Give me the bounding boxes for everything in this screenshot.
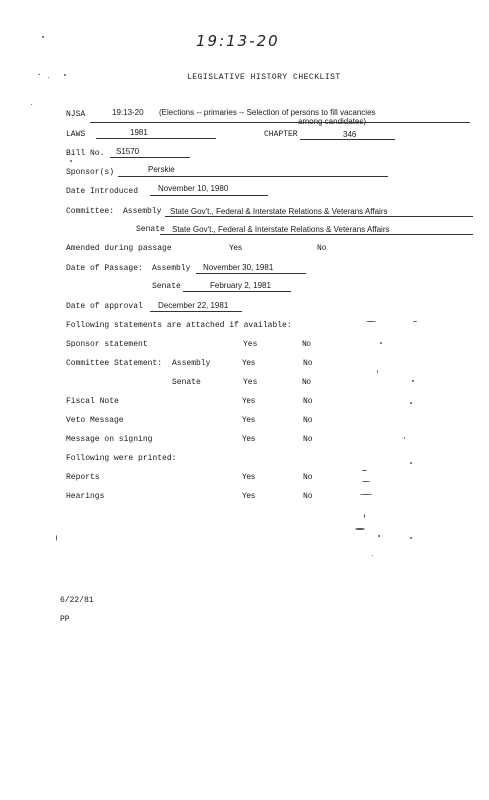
- passage-label: Date of Passage:: [66, 264, 143, 273]
- committee-assembly-label: Assembly: [123, 207, 162, 216]
- amended-no: No: [317, 244, 327, 253]
- chapter-value: 346: [343, 130, 357, 139]
- bill-label: Bill No.: [66, 149, 105, 158]
- senate-statement-label: Senate: [172, 378, 201, 387]
- njsa-description-line1: (Elections -- primaries -- Selection of persons to fill vacancies: [159, 108, 376, 117]
- passage-assembly-label: Assembly: [152, 264, 191, 273]
- scan-speck: [413, 321, 417, 322]
- amended-yes: Yes: [229, 244, 242, 253]
- footer-date: 6/22/81: [60, 596, 94, 605]
- hearings-no: No: [303, 492, 313, 501]
- committee-statement-label: Committee Statement:: [66, 359, 163, 368]
- committee-assembly-value: State Gov't., Federal & Interstate Relations & Veterans Affairs: [170, 207, 388, 216]
- scan-speck: [38, 74, 40, 75]
- bill-underline: [110, 157, 190, 158]
- sponsor-underline: [118, 176, 388, 177]
- laws-label: LAWS: [66, 130, 86, 139]
- laws-value: 1981: [130, 128, 148, 137]
- scan-speck: [360, 494, 372, 495]
- sponsor-label: Sponsor(s): [66, 168, 115, 177]
- fiscal-note-yes: Yes: [242, 397, 255, 406]
- passage-senate-underline: [183, 291, 291, 292]
- sponsor-statement-yes: Yes: [243, 340, 258, 349]
- chapter-label: CHAPTER: [264, 130, 298, 139]
- hearings-label: Hearings: [66, 492, 105, 501]
- scan-speck: [366, 321, 376, 322]
- scan-speck: [410, 402, 412, 404]
- scan-speck: [404, 437, 405, 439]
- approval-value: December 22, 1981: [158, 301, 229, 310]
- committee-statement-no: No: [303, 359, 313, 368]
- veto-message-label: Veto Message: [66, 416, 124, 425]
- senate-statement-no: No: [302, 378, 311, 387]
- statements-heading: Following statements are attached if available:: [66, 321, 292, 330]
- sponsor-value: Perskie: [148, 165, 175, 174]
- scan-speck: [412, 380, 414, 382]
- hearings-yes: Yes: [242, 492, 255, 501]
- reports-yes: Yes: [242, 473, 255, 482]
- scan-speck: [362, 481, 370, 482]
- scan-speck: [410, 537, 412, 539]
- reports-no: No: [303, 473, 313, 482]
- chapter-underline: [300, 139, 395, 140]
- passage-assembly-underline: [196, 273, 306, 274]
- fiscal-note-label: Fiscal Note: [66, 397, 119, 406]
- printed-heading: Following were printed:: [66, 454, 177, 463]
- message-signing-no: No: [303, 435, 313, 444]
- scan-speck: [56, 535, 57, 541]
- message-signing-yes: Yes: [242, 435, 255, 444]
- scan-speck: [378, 535, 380, 537]
- scan-speck: [31, 104, 32, 105]
- laws-underline: [96, 138, 216, 139]
- scan-speck: [362, 470, 367, 471]
- introduced-underline: [150, 195, 268, 196]
- veto-message-no: No: [303, 416, 313, 425]
- approval-label: Date of approval: [66, 302, 143, 311]
- senate-statement-yes: Yes: [243, 378, 258, 387]
- amended-label: Amended during passage: [66, 244, 172, 253]
- committee-statement-yes: Yes: [242, 359, 255, 368]
- reports-label: Reports: [66, 473, 100, 482]
- scan-speck: [372, 555, 373, 556]
- committee-label: Committee:: [66, 207, 115, 216]
- scan-speck: [377, 370, 378, 373]
- handwritten-doc-number: 19:13-20: [196, 32, 280, 50]
- njsa-underline: [90, 122, 470, 123]
- passage-senate-label: Senate: [152, 282, 181, 291]
- scan-speck: [48, 77, 49, 78]
- committee-assembly-underline: [165, 216, 473, 217]
- fiscal-note-no: No: [303, 397, 313, 406]
- committee-statement-assembly-label: Assembly: [172, 359, 211, 368]
- passage-assembly-value: November 30, 1981: [203, 263, 274, 272]
- scan-speck: [364, 514, 365, 518]
- introduced-value: November 10, 1980: [158, 184, 229, 193]
- scan-speck: [64, 74, 66, 76]
- passage-senate-value: February 2, 1981: [210, 281, 271, 290]
- njsa-description-line2: among candidates): [298, 117, 367, 126]
- veto-message-yes: Yes: [242, 416, 255, 425]
- sponsor-statement-no: No: [302, 340, 311, 349]
- scan-speck: [410, 462, 412, 464]
- document-title: LEGISLATIVE HISTORY CHECKLIST: [187, 73, 341, 82]
- scan-speck: [380, 342, 382, 344]
- bill-value: S1570: [116, 147, 140, 156]
- committee-senate-underline: [160, 234, 473, 235]
- scan-speck: [42, 36, 44, 38]
- footer-initials: PP: [60, 615, 70, 624]
- message-signing-label: Message on signing: [66, 435, 153, 444]
- njsa-label: NJSA: [66, 110, 86, 119]
- scan-speck: [355, 528, 365, 530]
- committee-senate-label: Senate: [136, 225, 165, 234]
- committee-senate-value: State Gov't., Federal & Interstate Relations & Veterans Affairs: [172, 225, 390, 234]
- sponsor-statement-label: Sponsor statement: [66, 340, 148, 349]
- scan-speck: [70, 160, 72, 162]
- introduced-label: Date Introduced: [66, 187, 139, 196]
- njsa-value: 19:13-20: [112, 108, 144, 117]
- approval-underline: [150, 311, 242, 312]
